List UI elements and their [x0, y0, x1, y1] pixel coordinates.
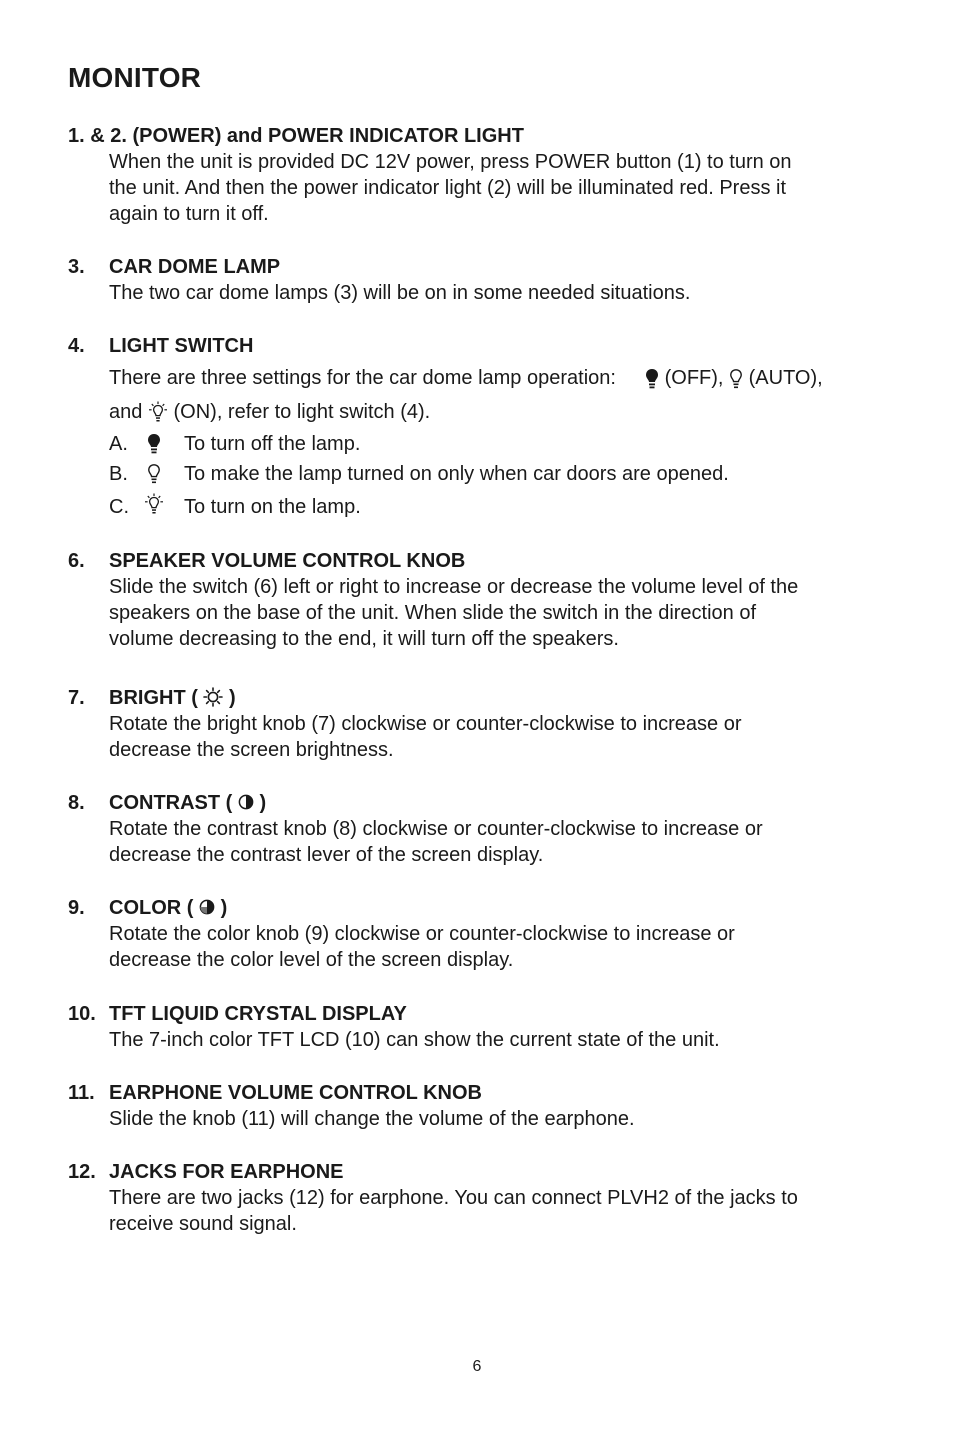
section-body	[109, 921, 888, 973]
bulb-on-icon	[148, 401, 168, 425]
heading-text: TFT LIQUID CRYSTAL DISPLAY	[109, 1003, 407, 1025]
section-heading	[68, 333, 888, 359]
section-number: 11.	[68, 1082, 95, 1104]
section-body	[109, 574, 888, 652]
section-heading	[68, 1159, 888, 1185]
heading-label: )	[220, 897, 228, 919]
page-title: MONITOR	[68, 62, 202, 93]
bulb-off-icon	[645, 368, 659, 390]
section-number: 8.	[68, 792, 85, 814]
section-tft-display	[68, 1001, 888, 1053]
bulb-off-icon	[147, 433, 161, 455]
section-number: 12.	[68, 1161, 96, 1183]
bulb-on-icon	[144, 493, 164, 517]
section-number: 3.	[68, 256, 85, 278]
option-c	[109, 489, 888, 525]
option-letter: A.	[109, 433, 128, 455]
body-line: Rotate the color knob (9) clockwise or counter-clockwise to increase or	[109, 923, 735, 945]
section-heading	[68, 895, 888, 921]
section-power	[68, 123, 888, 227]
bulb-auto-icon	[729, 368, 743, 390]
body-line: receive sound signal.	[109, 1213, 297, 1235]
body-text: (ON), refer to light switch (4).	[173, 401, 431, 423]
body-line: again to turn it off.	[109, 203, 269, 225]
section-speaker-volume	[68, 548, 888, 652]
section-body	[109, 1027, 888, 1053]
heading-text	[109, 895, 227, 921]
body-text: (AUTO),	[748, 367, 823, 389]
option-text: To turn on the lamp.	[184, 496, 361, 518]
section-number: 4.	[68, 335, 85, 357]
body-line: Slide the knob (11) will change the volume of the earphone.	[109, 1108, 635, 1130]
section-heading	[68, 548, 888, 574]
body-line: decrease the screen brightness.	[109, 739, 394, 761]
body-line: the unit. And then the power indicator light (2) will be illuminated red. Press it	[109, 177, 787, 199]
heading-label: )	[229, 687, 236, 709]
section-body	[109, 1106, 888, 1132]
heading-text	[109, 685, 236, 711]
body-line	[109, 361, 888, 395]
heading-label: COLOR (	[109, 897, 194, 919]
body-line	[109, 395, 888, 429]
section-body	[109, 361, 888, 525]
option-text: To make the lamp turned on only when car doors are opened.	[184, 463, 729, 485]
body-line: volume decreasing to the end, it will turn off the speakers.	[109, 628, 619, 650]
body-text: and	[109, 401, 143, 423]
option-a	[109, 429, 888, 459]
heading-text	[109, 790, 266, 816]
section-heading	[68, 1080, 888, 1106]
color-icon	[199, 899, 215, 915]
body-line: speakers on the base of the unit. When slide the switch in the direction of	[109, 602, 757, 624]
section-heading	[68, 790, 888, 816]
sun-icon	[203, 687, 223, 707]
heading-text: EARPHONE VOLUME CONTROL KNOB	[109, 1082, 482, 1104]
body-line: Rotate the bright knob (7) clockwise or counter-clockwise to increase or	[109, 713, 742, 735]
heading-label: BRIGHT (	[109, 687, 198, 709]
section-body	[109, 1185, 888, 1237]
contrast-icon	[238, 794, 254, 810]
section-body	[109, 816, 888, 868]
heading-text: JACKS FOR EARPHONE	[109, 1161, 344, 1183]
body-text: (OFF),	[664, 367, 724, 389]
section-number: 6.	[68, 550, 85, 572]
heading-label: CONTRAST (	[109, 792, 233, 814]
heading-label: )	[259, 792, 267, 814]
option-letter: C.	[109, 496, 129, 518]
section-light-switch	[68, 333, 888, 525]
body-line: Rotate the contrast knob (8) clockwise or counter-clockwise to increase or	[109, 818, 763, 840]
section-heading	[68, 254, 888, 280]
section-earphone-jacks	[68, 1159, 888, 1237]
body-line: The 7-inch color TFT LCD (10) can show the current state of the unit.	[109, 1029, 720, 1051]
section-color	[68, 895, 888, 973]
section-number: 9.	[68, 897, 85, 919]
body-line: decrease the contrast lever of the screen display.	[109, 844, 544, 866]
section-contrast	[68, 790, 888, 868]
section-car-dome-lamp	[68, 254, 888, 306]
page-number: 6	[472, 1358, 482, 1375]
heading-text: CAR DOME LAMP	[109, 256, 281, 278]
section-earphone-volume	[68, 1080, 888, 1132]
section-body	[109, 280, 888, 306]
body-line: Slide the switch (6) left or right to increase or decrease the volume level of the	[109, 576, 799, 598]
section-heading	[68, 685, 888, 711]
section-number: 7.	[68, 687, 85, 709]
section-heading	[68, 1001, 888, 1027]
heading-text: SPEAKER VOLUME CONTROL KNOB	[109, 550, 466, 572]
bulb-auto-icon	[147, 463, 161, 485]
heading-text: LIGHT SWITCH	[109, 335, 254, 357]
body-line: When the unit is provided DC 12V power, press POWER button (1) to turn on	[109, 151, 792, 173]
body-line: decrease the color level of the screen display.	[109, 949, 514, 971]
heading-text: 1. & 2. (POWER) and POWER INDICATOR LIGHT	[68, 125, 524, 147]
section-bright	[68, 685, 888, 763]
section-body	[109, 711, 888, 763]
section-body	[109, 149, 888, 227]
section-heading	[68, 123, 888, 149]
section-number: 10.	[68, 1003, 96, 1025]
option-text: To turn off the lamp.	[184, 433, 361, 455]
body-text: There are three settings for the car dome lamp operation:	[109, 367, 616, 389]
option-b	[109, 459, 888, 489]
body-line: There are two jacks (12) for earphone. You can connect PLVH2 of the jacks to	[109, 1187, 798, 1209]
body-line: The two car dome lamps (3) will be on in some needed situations.	[109, 282, 691, 304]
option-letter: B.	[109, 463, 128, 485]
